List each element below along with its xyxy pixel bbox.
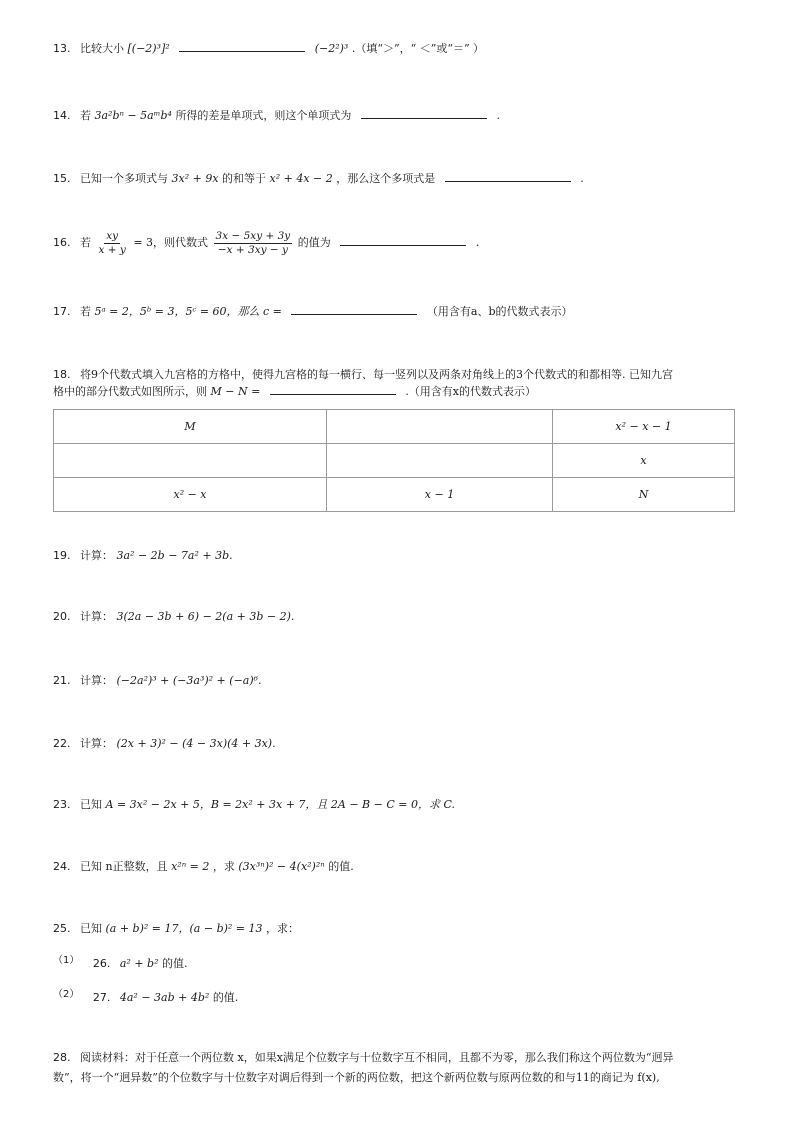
question-text: 已知 — [80, 798, 102, 811]
grid-cell: x — [553, 444, 735, 478]
answer-blank[interactable] — [291, 304, 417, 315]
question-22 — [53, 736, 276, 752]
question-text: 计算： — [80, 737, 113, 750]
question-13 — [53, 41, 484, 57]
question-note: （用含有a、b的代数式表示） — [426, 305, 573, 318]
nine-grid-table — [53, 409, 735, 512]
fraction-numerator: xy — [106, 229, 119, 242]
question-number: 18. — [53, 368, 71, 381]
answer-blank[interactable] — [179, 41, 305, 52]
question-18-line1 — [53, 367, 673, 383]
grid-cell — [327, 444, 553, 478]
question-15 — [53, 171, 584, 187]
question-text: 的值为 — [297, 236, 331, 249]
math-expression: 3x² + 9x — [171, 172, 219, 185]
fraction — [214, 230, 293, 257]
question-text: ，求： — [266, 922, 300, 935]
fraction-denominator: x + y — [98, 243, 126, 256]
math-expression: (2x + 3)² − (4 − 3x)(4 + 3x). — [116, 737, 276, 750]
grid-cell — [54, 444, 327, 478]
question-24 — [53, 859, 354, 875]
question-text: 计算： — [80, 549, 113, 562]
question-text: 数”，将一个“迥异数”的个位数字与十位数字对调后得到一个新的两位数，把这个新两位数与原两位数的和与11的商记为 f(x), — [53, 1071, 660, 1084]
math-expression: a² + b² — [119, 957, 159, 970]
question-note: .（用含有x的代数式表示） — [405, 385, 537, 398]
question-21 — [53, 673, 262, 689]
fraction-numerator: 3x − 5xy + 3y — [215, 229, 291, 242]
math-expression: 3a² − 2b − 7a² + 3b. — [116, 549, 233, 562]
question-number: 22. — [53, 737, 71, 750]
question-number: 24. — [53, 860, 71, 873]
question-23 — [53, 797, 455, 813]
grid-cell: N — [553, 478, 735, 512]
answer-blank[interactable] — [445, 171, 571, 182]
answer-blank[interactable] — [361, 108, 487, 119]
question-number: 13. — [53, 42, 71, 55]
math-expression: 3a²bⁿ − 5aᵐb⁴ — [94, 109, 172, 122]
question-text: 阅读材料：对于任意一个两位数 x，如果x满足个位数字与十位数字互不相同，且都不为零，那么我们称这个两位数为“迥异 — [80, 1051, 674, 1064]
question-text: 已知 — [80, 922, 102, 935]
fraction-denominator: −x + 3xy − y — [217, 243, 288, 256]
question-number: 27. — [92, 991, 111, 1004]
question-25 — [53, 921, 299, 937]
question-number: 16. — [53, 236, 71, 249]
question-14 — [53, 108, 500, 124]
grid-cell: x² − x − 1 — [553, 410, 735, 444]
question-text: 若 — [80, 109, 91, 122]
question-number: 28. — [53, 1051, 71, 1064]
question-text: 的和等于 — [222, 172, 267, 185]
math-expression: 5ᵃ = 2，5ᵇ = 3，5ᶜ = 60，那么 c = — [94, 305, 282, 318]
question-text: .（填“＞”，“ ＜”或“＝” ） — [351, 42, 485, 55]
grid-cell: M — [54, 410, 327, 444]
math-expression: 3(2a − 3b + 6) − 2(a + 3b − 2). — [116, 610, 295, 623]
grid-cell: x² − x — [54, 478, 327, 512]
table-row — [54, 478, 735, 512]
period: . — [496, 109, 500, 122]
sub-index: （2） — [53, 989, 80, 1000]
question-number: 19. — [53, 549, 71, 562]
question-18-line2 — [53, 384, 536, 400]
question-number: 21. — [53, 674, 71, 687]
math-expression: [(−2)³]² — [127, 42, 170, 55]
question-text: 的值. — [162, 957, 188, 970]
math-expression: (a + b)² = 17，(a − b)² = 13 — [105, 922, 263, 935]
question-number: 14. — [53, 109, 71, 122]
question-text: ，那么这个多项式是 — [336, 172, 436, 185]
question-text: 已知一个多项式与 — [80, 172, 168, 185]
question-17 — [53, 304, 573, 320]
math-expression: 4a² − 3ab + 4b² — [119, 991, 210, 1004]
answer-blank[interactable] — [340, 235, 466, 246]
math-expression: x² + 4x − 2 — [269, 172, 333, 185]
math-expression: A = 3x² − 2x + 5，B = 2x² + 3x + 7，且 2A − B − C = 0，求 C. — [105, 798, 455, 811]
sub-question-1 — [53, 953, 188, 972]
answer-blank[interactable] — [270, 384, 396, 395]
question-text: 比较大小 — [80, 42, 124, 55]
question-text: 若 — [80, 305, 91, 318]
table-row — [54, 410, 735, 444]
period: . — [475, 236, 480, 249]
question-19 — [53, 548, 233, 564]
question-number: 25. — [53, 922, 71, 935]
question-text: 已知 — [80, 860, 102, 873]
period: . — [580, 172, 584, 185]
question-text: = 3，则代数式 — [133, 236, 209, 249]
question-text: 计算： — [80, 610, 113, 623]
sub-index: （1） — [53, 955, 80, 966]
grid-cell — [327, 410, 553, 444]
question-text: 的值. — [328, 860, 354, 873]
question-text: 若 — [80, 236, 91, 249]
question-text: 格中的部分代数式如图所示，则 — [53, 385, 207, 398]
question-number: 23. — [53, 798, 71, 811]
math-expression: (3x³ⁿ)² − 4(x²)²ⁿ — [238, 860, 325, 873]
question-text: n正整数，且 — [105, 860, 168, 873]
question-text: 的值. — [212, 991, 239, 1004]
question-20 — [53, 609, 294, 625]
question-number: 20. — [53, 610, 71, 623]
math-expression: (−2a²)³ + (−3a³)² + (−a)⁶. — [116, 674, 262, 687]
question-number: 17. — [53, 305, 71, 318]
math-expression: (−2²)³ — [314, 42, 349, 55]
sub-question-2 — [53, 987, 238, 1006]
math-expression: x²ⁿ = 2 — [171, 860, 210, 873]
fraction — [97, 230, 128, 257]
question-28-line2 — [53, 1070, 660, 1086]
question-16 — [53, 228, 479, 258]
grid-cell: x − 1 — [327, 478, 553, 512]
question-text: ，求 — [212, 860, 235, 873]
math-expression: M − N = — [210, 385, 261, 398]
question-number: 15. — [53, 172, 71, 185]
question-text: 计算： — [80, 674, 113, 687]
table-row — [54, 444, 735, 478]
question-28-line1 — [53, 1050, 674, 1066]
question-text: 所得的差是单项式，则这个单项式为 — [175, 109, 352, 122]
question-text: 将9个代数式填入九宫格的方格中，使得九宫格的每一横行、每一竖列以及两条对角线上的3个代数式的和都相等. 已知九宫 — [80, 368, 673, 381]
question-number: 26. — [92, 957, 111, 970]
